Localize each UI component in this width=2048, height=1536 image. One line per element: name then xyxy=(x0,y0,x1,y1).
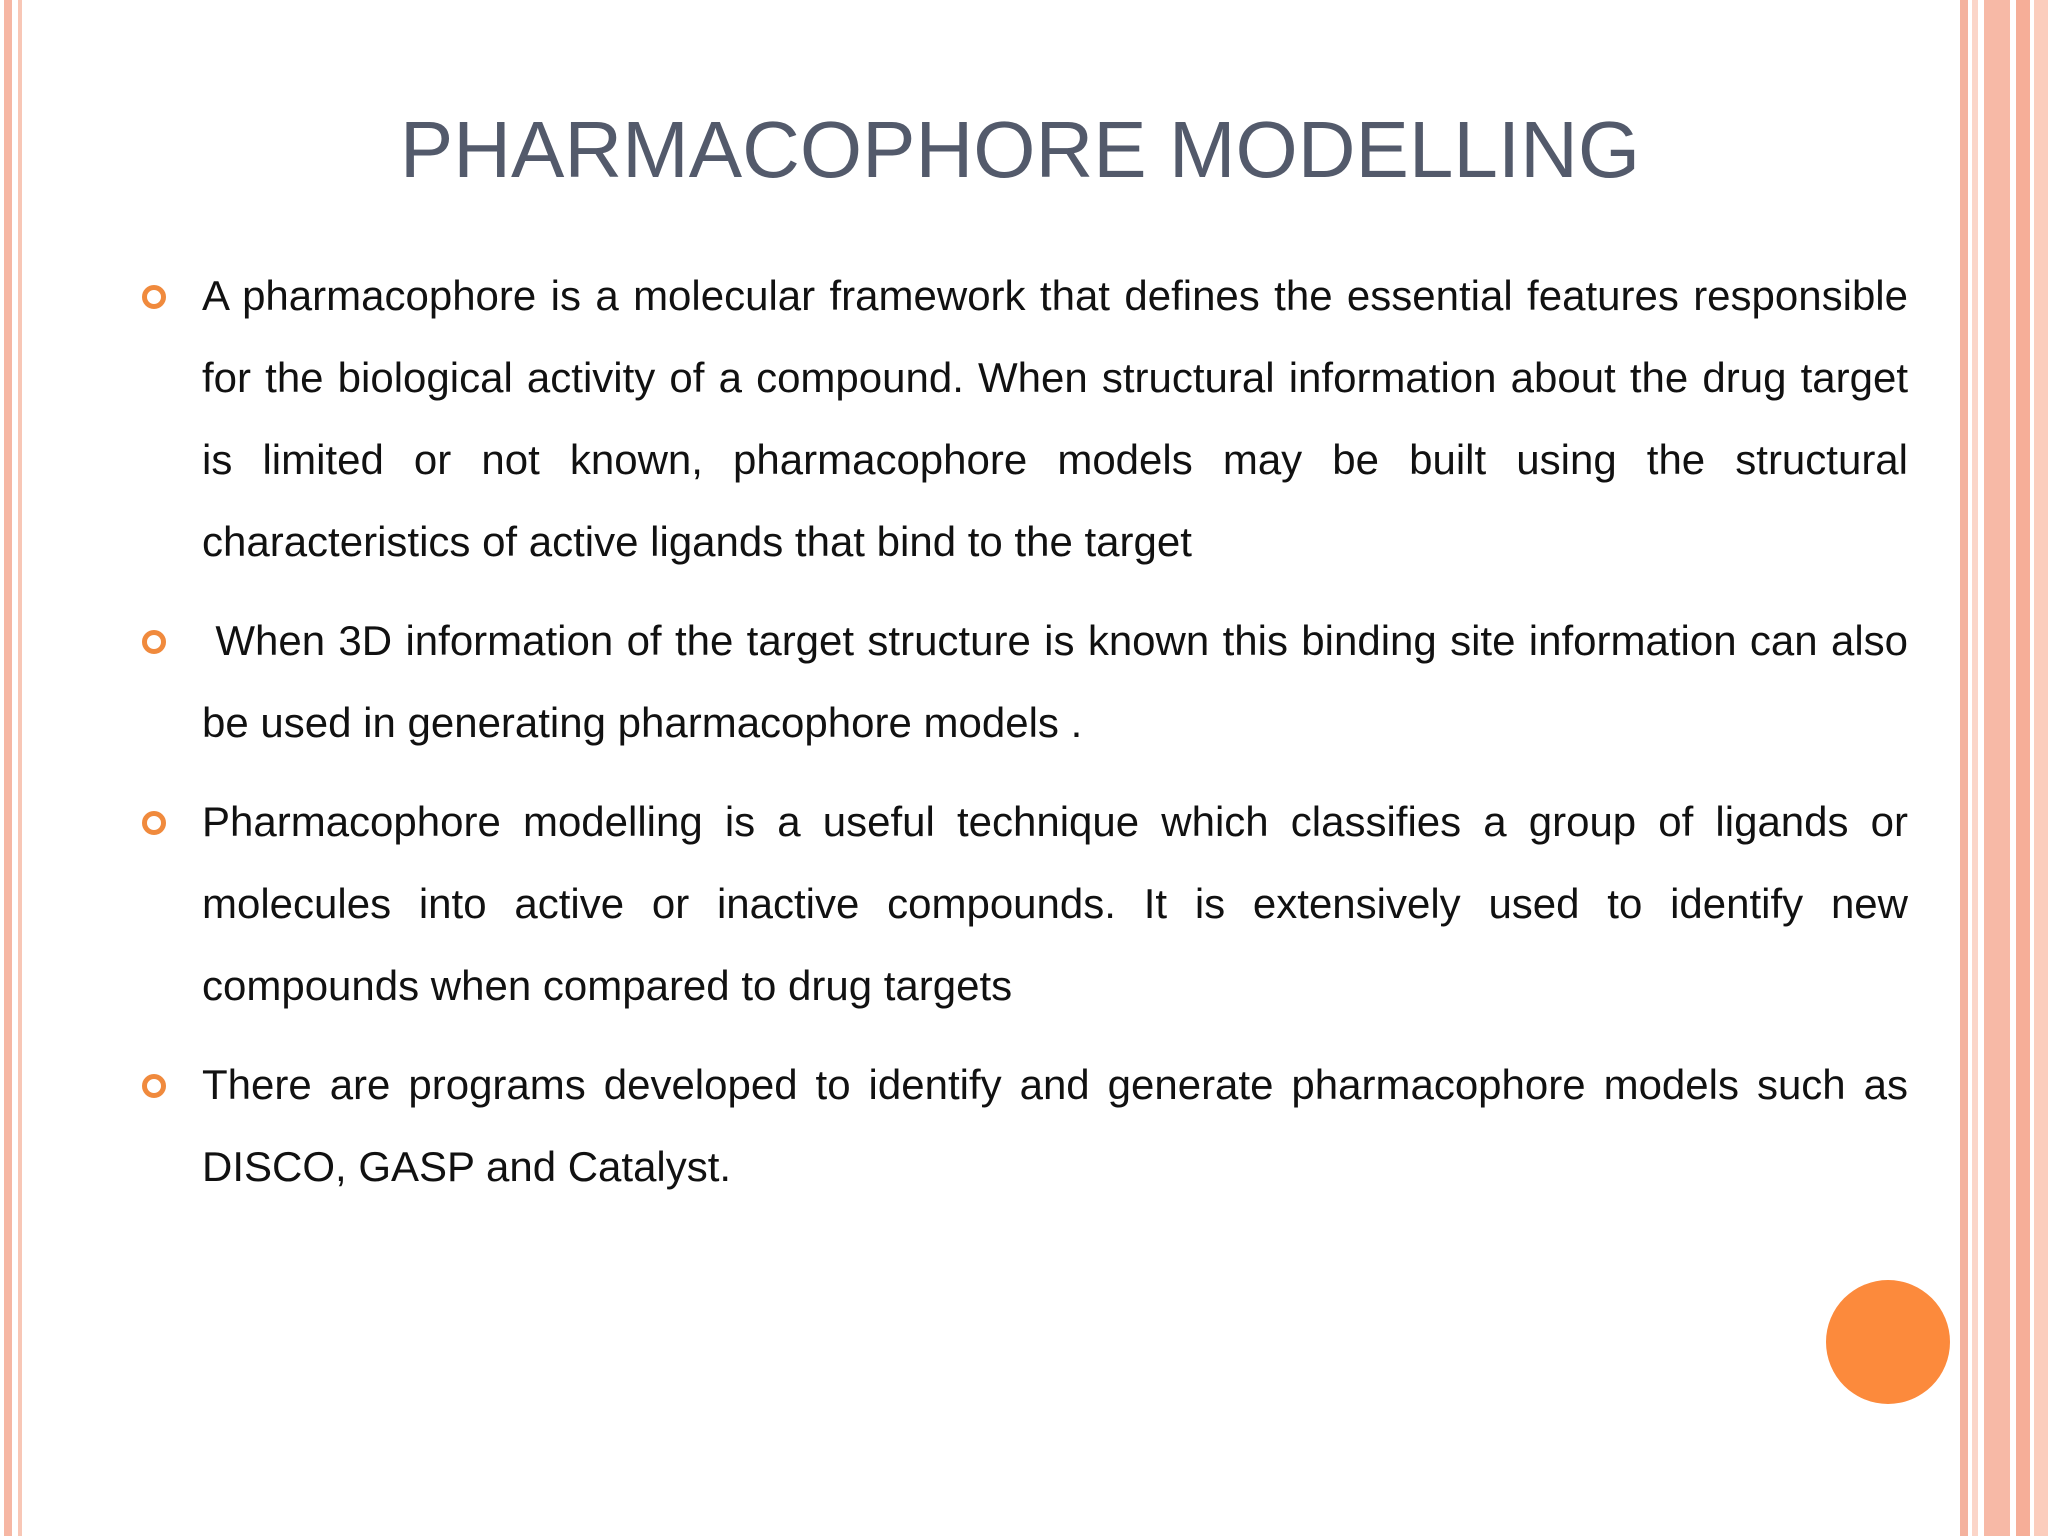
bullet-circle-icon xyxy=(142,811,166,835)
bullet-text: A pharmacophore is a molecular framework that defines the essential features responsible for the biological activity of a compound. When structural information about the drug target is limited or not known, pharmacophore models may be built using the structural characteristics of active ligands that bind to the target xyxy=(202,272,1908,565)
bullet-circle-icon xyxy=(142,285,166,309)
right-stripe xyxy=(1972,0,1978,1536)
bullet-item xyxy=(140,1044,1908,1208)
bullet-item xyxy=(140,255,1908,583)
bullet-text: When 3D information of the target structure is known this binding site information can also be used in generating pharmacophore models . xyxy=(202,617,1920,746)
right-stripe xyxy=(1984,0,2010,1536)
right-stripe xyxy=(2034,0,2048,1536)
bullet-text: There are programs developed to identify and generate pharmacophore models such as DISCO, GASP and Catalyst. xyxy=(202,1061,1908,1190)
right-stripe xyxy=(1960,0,1968,1536)
left-border-inner xyxy=(18,0,22,1536)
bullet-circle-icon xyxy=(142,630,166,654)
bullet-item xyxy=(140,600,1920,764)
bullet-text: Pharmacophore modelling is a useful technique which classifies a group of ligands or molecules into active or inactive compounds. It is extensively used to identify new compounds when compared to drug targets xyxy=(202,798,1908,1009)
right-stripe xyxy=(2016,0,2030,1536)
bullet-circle-icon xyxy=(142,1074,166,1098)
bullet-item xyxy=(140,781,1908,1027)
orange-circle-decoration xyxy=(1826,1280,1950,1404)
bullet-list xyxy=(140,255,1920,1225)
left-border xyxy=(4,0,12,1536)
slide-title: PHARMACOPHORE MODELLING xyxy=(399,105,1641,194)
